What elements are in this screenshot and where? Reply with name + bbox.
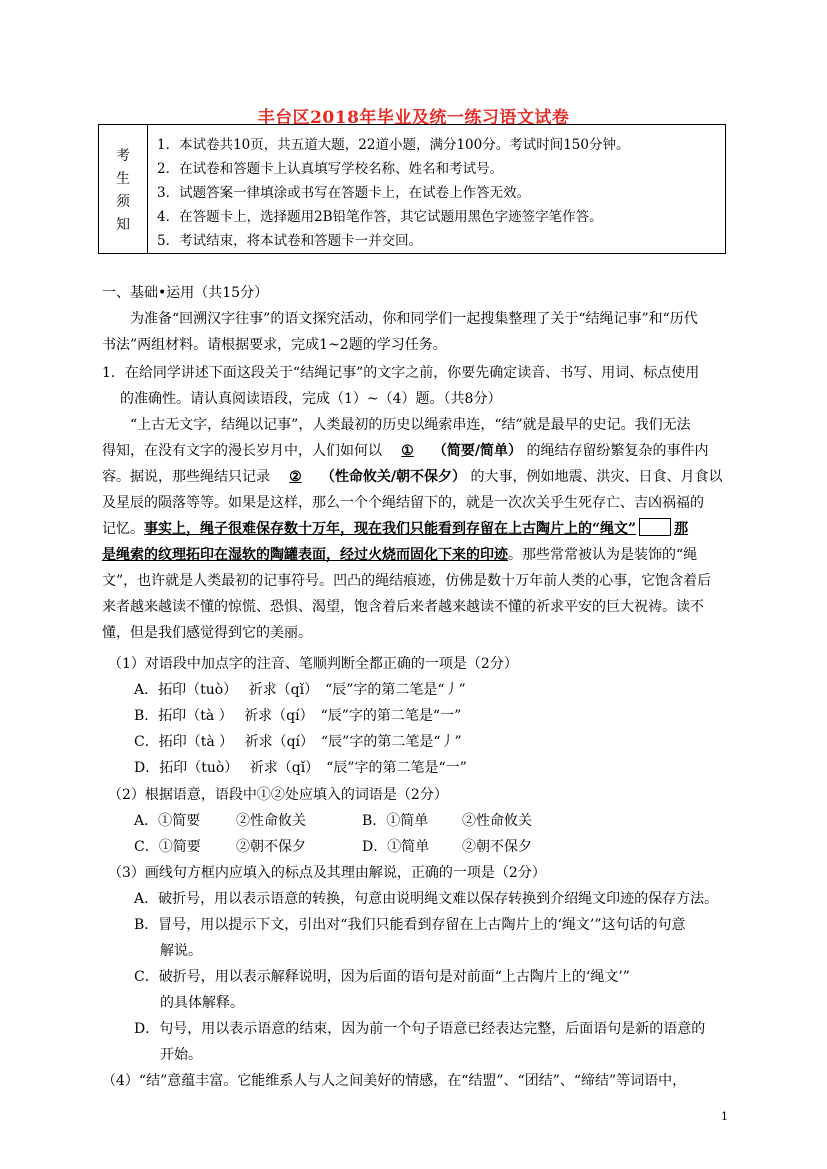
intro-line: 书法”两组材料。请根据要求，完成1~2题的学习任务。 (102, 337, 447, 353)
punctuation-box (639, 518, 671, 536)
option-b: B．拓印（tà ） 祈求（qí） “辰”字的第二笔是“一” (134, 708, 462, 724)
option-c-word: ②朝不保夕 (236, 839, 306, 855)
option-c: C．①简要 (134, 839, 201, 855)
option-d: D．句号，用以表示语意的结束，因为前一个句子语意已经表达完整，后面语句是新的语意的 (134, 1021, 706, 1037)
passage-text: 的绳结存留纷繁复杂的事件内 (526, 443, 709, 459)
passage-line: 文”，也许就是人类最初的记事符号。凹凸的绳结痕迹，仿佛是数十万年前人类的心事，它饱含着后 (102, 573, 712, 589)
option-a: A．拓印（tuò） 祈求（qǐ） “辰”字的第二笔是“丿” (134, 682, 466, 698)
notice-label-char: 考 (116, 148, 130, 164)
sub-question-1-stem: （1）对语段中加点字的注音、笔顺判断全都正确的一项是（2分） (108, 656, 518, 672)
option-d-word: ②朝不保夕 (462, 839, 532, 855)
sub-question-3-stem: （3）画线句方框内应填入的标点及其理由解说，正确的一项是（2分） (108, 865, 546, 881)
blank-1: ① (401, 443, 414, 459)
option-b-word: ②性命攸关 (462, 813, 532, 829)
exam-notice-box (98, 124, 726, 254)
option-a-word: ②性命攸关 (236, 813, 306, 829)
option-a: A．①简要 (134, 813, 201, 829)
notice-item: 5．考试结束，将本试卷和答题卡一并交回。 (157, 233, 423, 249)
notice-item: 2．在试卷和答题卡上认真填写学校名称、姓名和考试号。 (157, 161, 504, 177)
passage-line (102, 518, 688, 538)
blank-2: ② (289, 469, 302, 485)
notice-item: 4．在答题卡上，选择题用2B铅笔作答，其它试题用黑色字迹签字笔作答。 (157, 209, 603, 225)
notice-label-char: 知 (116, 217, 130, 233)
passage-line: “上古无文字，结绳以记事”，人类最初的历史以绳索串连，“结”就是最早的史记。我们无法 (130, 417, 691, 433)
page-title: 丰台区2018年毕业及统一练习语文试卷 (257, 108, 570, 128)
underlined-sentence: 是绳索的纹理拓印在湿软的陶罐表面，经过火烧而固化下来的印迹 (102, 547, 508, 563)
passage-line (102, 544, 697, 564)
section-heading: 一、基础•运用（共15分） (102, 285, 269, 301)
passage-text: 记忆。 (102, 521, 144, 537)
option-b: B．①简单 (362, 813, 429, 829)
option-c: C．破折号，用以表示解释说明，因为后面的语句是对前面“上古陶片上的‘绳文’” (134, 969, 630, 985)
intro-line: 为准备“回溯汉字往事”的语文探究活动，你和同学们一起搜集整理了关于“结绳记事”和“历代 (130, 311, 698, 327)
question-1-stem: 1．在给同学讲述下面这段关于“结绳记事”的文字之前，你要先确定读音、书写、用词、标点使用 (102, 365, 700, 381)
passage-line (102, 466, 722, 486)
notice-label-char: 生 (116, 171, 130, 187)
passage-text: 的大事，例如地震、洪灾、日食、月食以 (470, 469, 723, 485)
option-c: C．拓印（tà ） 祈求（qí） “辰”字的第二笔是“丿” (134, 734, 462, 750)
passage-line: 来者越来越读不懂的惊慌、恐惧、渴望，饱含着后来者越来越读不懂的祈求平安的巨大祝祷。读不 (102, 599, 704, 615)
word-choice-2: （性命攸关/朝不保夕） (320, 469, 467, 485)
question-1-stem: 的准确性。请认真阅读语段，完成（1）~（4）题。（共8分） (120, 391, 502, 407)
passage-text: 。那些常常被认为是装饰的“绳 (508, 547, 698, 563)
notice-items (157, 133, 719, 253)
notice-label (99, 125, 148, 253)
notice-label-char: 须 (116, 194, 130, 210)
option-d: D．①简单 (362, 839, 430, 855)
underlined-sentence: 事实上，绳子很难保存数十万年，现在我们只能看到存留在上古陶片上的“绳文” (144, 521, 637, 537)
notice-item: 3．试题答案一律填涂或书写在答题卡上，在试卷上作答无效。 (157, 185, 531, 201)
passage-text: 容。据说，那些绳结只记录 (102, 469, 270, 485)
sub-question-2-stem: （2）根据语意，语段中①②处应填入的词语是（2分） (108, 787, 448, 803)
passage-line (102, 440, 708, 460)
option-b: B．冒号，用以提示下文，引出对“我们只能看到存留在上古陶片上的‘绳文’”这句话的句意 (134, 917, 686, 933)
notice-item: 1．本试卷共10页，共五道大题，22道小题，满分100分。考试时间150分钟。 (157, 137, 630, 153)
option-c-cont: 的具体解释。 (160, 995, 244, 1011)
sub-question-4-stem: （4）“结”意蕴丰富。它能维系人与人之间美好的情感，在“结盟”、“团结”、“缔结”等词语中， (102, 1073, 687, 1089)
option-a: A．破折号，用以表示语意的转换，句意由说明绳文难以保存转换到介绍绳文印迹的保存方法。 (134, 891, 719, 907)
word-choice-1: （简要/简单） (432, 443, 523, 459)
underlined-sentence: 那 (674, 521, 689, 537)
option-d-cont: 开始。 (160, 1047, 202, 1063)
passage-line: 懂，但是我们感觉得到它的美丽。 (102, 625, 312, 641)
option-b-cont: 解说。 (160, 943, 202, 959)
option-d: D．拓印（tuò） 祈求（qǐ） “辰”字的第二笔是“一” (134, 760, 467, 776)
page-number: 1 (721, 1110, 728, 1123)
passage-line: 及星辰的陨落等等。如果是这样，那么一个个绳结留下的，就是一次次关乎生死存亡、吉凶祸福的 (102, 495, 704, 511)
passage-text: 得知，在没有文字的漫长岁月中，人们如何以 (102, 443, 382, 459)
